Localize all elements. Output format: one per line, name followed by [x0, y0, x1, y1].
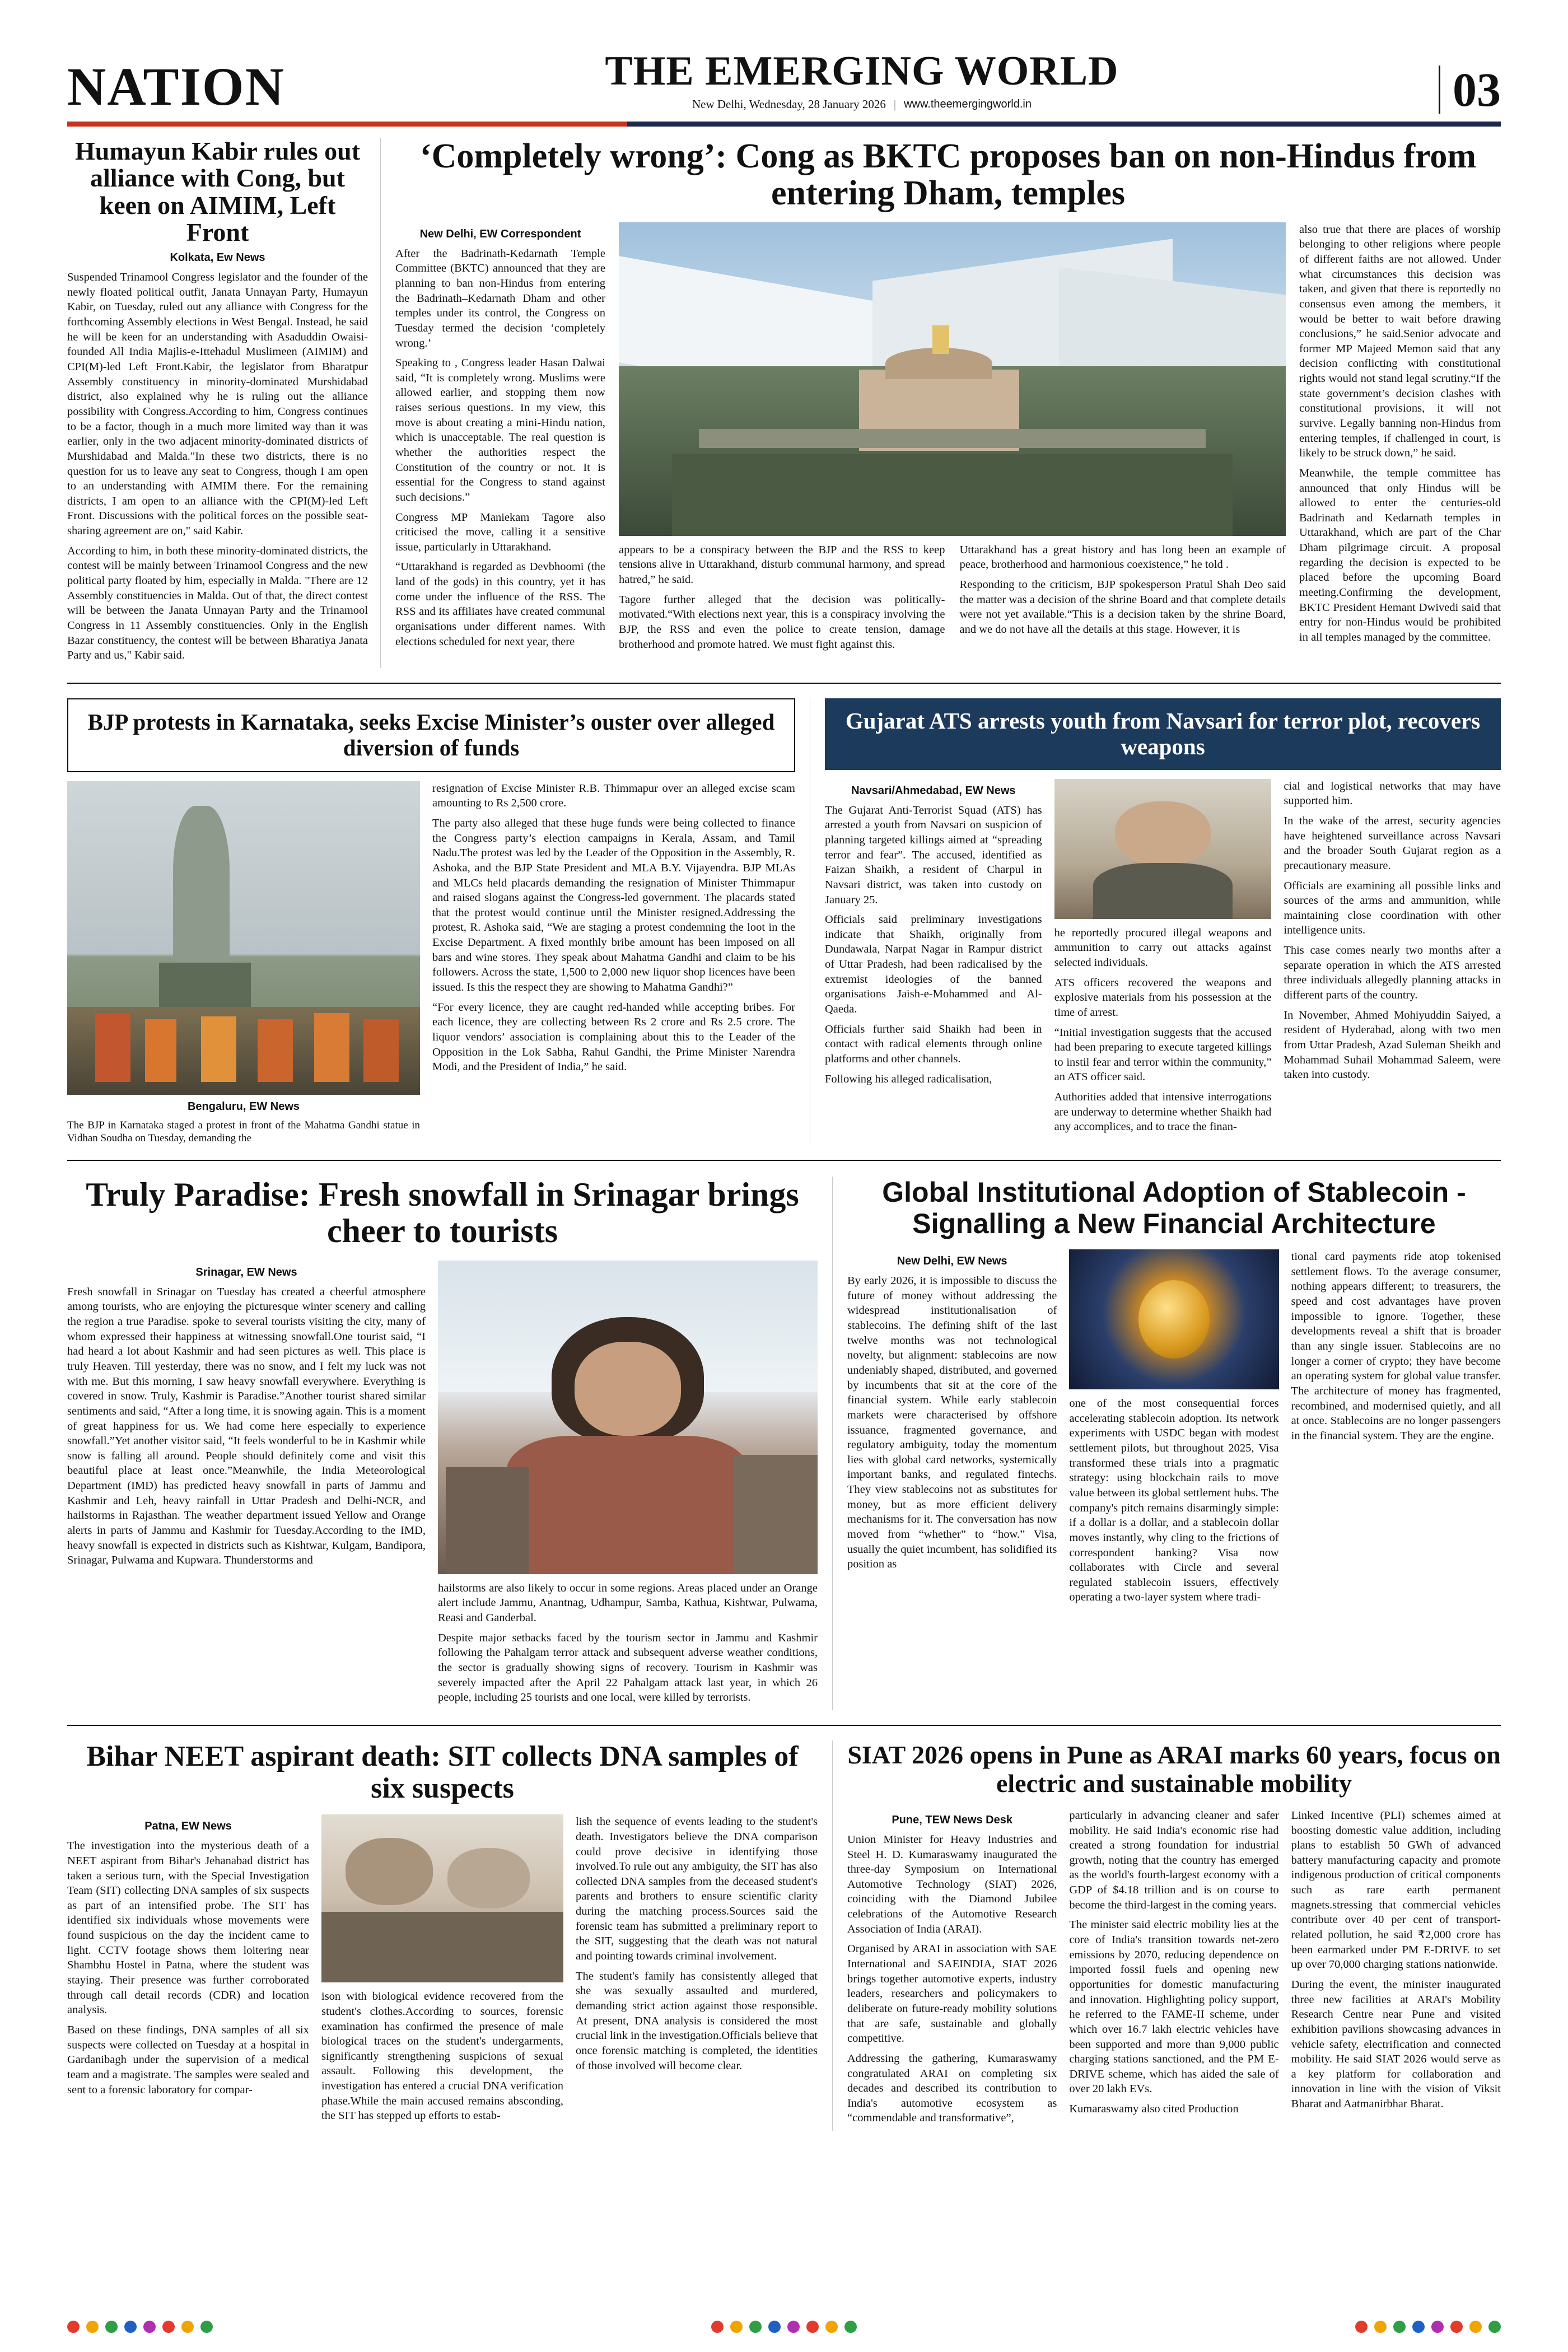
story-siat-headline: SIAT 2026 opens in Pune as ARAI marks 60 years, focus on electric and sustainable mobility: [847, 1740, 1501, 1798]
byline-location: Srinagar,: [195, 1266, 244, 1278]
color-dot: [787, 2321, 800, 2333]
byline-source: EW News: [246, 1266, 297, 1278]
color-dot: [806, 2321, 819, 2333]
paragraph: The minister said electric mobility lies at the core of India's transition towards net-zero emissions by 2070, reducing dependence on imported fossil fuels and opening new opportunities for domestic manufacturing and innovation. Highlighting policy support, he referred to the FAME-II scheme, under which over 16.7 lakh electric vehicles have been supported and more than 9,000 public charging stations sanctioned, and the PM E-DRIVE scheme, which has aided the sale of over 20 lakh EVs.: [1069, 1919, 1279, 2096]
story-bktc-col-3: [960, 543, 1286, 657]
paragraph: ison with biological evidence recovered from the student's clothes.According to sources, forensic examination has confirmed the presence of male biological traces on the student's undergarments, significantly strengthening suspicions of sexual assault. Following this development, the investigation has entered a crucial DNA verification phase.While the main accused remains absconding, the SIT has stepped up efforts to estab-: [321, 1990, 563, 2122]
paragraph: lish the sequence of events leading to the student's death. Investigators believe the DNA comparison could prove decisive in identifying those involved.To rule out any ambiguity, the SIT has also collected DNA samples from the deceased student's parents and brothers to ensure scientific clarity during the matching process.Sources said the forensic team has submitted a preliminary report to the SIT, suggesting that the death was not natural and pointing towards criminal involvement.: [576, 1816, 818, 1963]
section-divider: [67, 1160, 1501, 1161]
paragraph: In the wake of the arrest, security agencies have heightened surveillance across Navsari and the broader South Gujarat region as a precautionary measure.: [1284, 814, 1501, 872]
rule-dark: [627, 122, 1501, 127]
gandhi-statue-photo: [67, 781, 420, 1095]
color-dot: [1469, 2321, 1482, 2333]
paragraph: The investigation into the mysterious death of a NEET aspirant from Bihar's Jehanabad district has taken a serious turn, with the Special Investigation Team (SIT) collecting DNA samples of six suspects as part of an intensified probe. The SIT has identified six individuals whose movements were found suspicious on the day the incident came to light. CCTV footage shows them loitering near Shambhu Hostel in Patna, where the student was staying. Their presence was further corroborated through call detail records (CDR) and location analysis.: [67, 1840, 309, 2017]
paragraph: Linked Incentive (PLI) schemes aimed at boosting domestic value addition, including plans to establish 50 GWh of advanced battery manufacturing capacity and promote indigenous production of critical components such as rare earth permanent magnets.stressing that commercial vehicles contribute over 40 per cent of transport-related pollution, he said ₹2,000 crore has been earmarked under PM E-DRIVE to set up over 70,000 charging stations nationwide.: [1291, 1809, 1501, 1971]
color-dot: [200, 2321, 213, 2333]
story-kabir-byline: [67, 251, 368, 264]
paragraph: Fresh snowfall in Srinagar on Tuesday has created a cheerful atmosphere among tourists, who are enjoying the picturesque winter scenery and calling the region a true Paradise. spoke to several tourists visiting the city, many of whom expressed their happiness at witnessing snowfall.One tourist said, “I had heard a lot about Kashmir and had seen pictures as well. This place is truly Heaven. Till yesterday, there was no snow, and I felt my luck was not with me. But this morning, I saw heavy snowfall everywhere. Everything is covered in snow. Truly, Kashmir is Paradise.”Another tourist shared similar sentiments and said, “After a long time, it is snowing again. This is a moment of great happiness for us. We had come here especially to experience snowfall.”Yet another visitor said, “It feels wonderful to be in Kashmir while snow is falling all around. People should definitely come and visit this beautiful place at least once.”Meanwhile, the India Meteorological Department (IMD) has predicted heavy snowfall in parts of Jammu and Kashmir and Leh, heavy rainfall in Uttar Pradesh and Delhi-NCR, and hailstorms in Rajasthan. The weather department issued Yellow and Orange alerts in parts of Jammu and Kashmir for Tuesday.According to the IMD, heavy snowfall is expected in districts such as Kishtwar, Kulgam, Bandipora, Srinagar, Pulwama and Kupwara. Thunderstorms and: [67, 1285, 426, 1567]
paragraph: Addressing the gathering, Kumaraswamy congratulated ARAI on completing six decades and described its contribution to India's automotive ecosystem as “commendable and transformative”,: [847, 2052, 1057, 2125]
divider: |: [893, 97, 897, 111]
story-bjp-karnataka-headline-box: [67, 698, 795, 772]
paper-name: THE EMERGING WORLD: [605, 48, 1119, 94]
story-bjp-karnataka-byline: [67, 1100, 420, 1113]
story-srinagar-byline: [67, 1266, 426, 1279]
color-dot: [67, 2321, 80, 2333]
dot-group-center: [711, 2321, 857, 2333]
color-dot: [1488, 2321, 1501, 2333]
masthead-subline: [285, 97, 1439, 111]
story-neet: [67, 1740, 833, 2131]
color-dot: [844, 2321, 857, 2333]
paragraph: ATS officers recovered the weapons and explosive materials from his possession at the time of arrest.: [1054, 976, 1272, 1019]
story-kabir: [67, 138, 381, 668]
byline-location: Bengaluru,: [187, 1100, 246, 1113]
photo-caption: The BJP in Karnataka staged a protest in front of the Mahatma Gandhi statue in Vidhan Soudha on Tuesday, demanding the: [67, 1119, 420, 1145]
paragraph: Speaking to , Congress leader Hasan Dalwai said, “It is completely wrong. Muslims were allowed earlier, and stopping them now raises serious questions. In my view, this move is about creating a mini-Hindu nation, which is unacceptable. The real question is whether the authorities respect the Constitution of the country or not. It is essential for the Congress to stand against such decisions.”: [395, 357, 605, 503]
story-bktc: [381, 138, 1501, 668]
story-neet-col-1: [67, 1814, 309, 2129]
paragraph: Meanwhile, the temple committee has announced that only Hindus will be allowed to enter the centuries-old Badrinath and Kedarnath temples in Uttarakhand, which are part of the Char Dham pilgrimage circuit. A proposal regarding the decision is expected to be placed before the upcoming Board meeting.Confirming the development, BKTC President Hemant Dwivedi said that entry for non-Hindus would be prohibited in all temples managed by the committee.: [1299, 466, 1501, 643]
paragraph: Officials are examining all possible links and sources of the arms and ammunition, while maintaining close coordination with other intelligence units.: [1284, 879, 1501, 937]
story-bktc-center: [619, 222, 1286, 657]
byline-location: Navsari/Ahmedabad,: [851, 784, 962, 797]
story-stablecoin-col-3: [1291, 1249, 1501, 1610]
paragraph: The Gujarat Anti-Terrorist Squad (ATS) has arrested a youth from Navsari on suspicion of planning targeted killings aimed at “spreading terror and fear”. The accused, identified as Faizan Shaikh, a resident of Charpul in Navsari district, was taken into custody on January 25.: [825, 804, 1042, 906]
story-bktc-col-2: [619, 543, 945, 657]
color-dot: [162, 2321, 175, 2333]
paragraph: The party also alleged that these huge funds were being collected to finance the Congress party’s election campaigns in Kerala, Assam, and Tamil Nadu.The protest was led by the Leader of the Opposition in the Assembly, R. Ashoka, and the BJP State President and MLA B.Y. Vijayendra. BJP MLAs and MLCs held placards demanding the resignation of Minister Thimmapur and raised slogans against the Congress-led government. The placards stated that the protest would continue until the Minister resigned.Addressing the protest, R. Ashoka said, “We are staging a protest condemning the loot in the Excise Department. A fixed monthly bribe amount has been imposed on all bars and wine stores. They speak about Mahatma Gandhi and claim to be his followers. Across the state, 1,500 to 2,000 new liquor shop licences have been issued. Is this the respect they are showing to Mahatma Gandhi?”: [432, 816, 795, 993]
story-stablecoin-col-2: [1069, 1249, 1278, 1610]
color-dot: [143, 2321, 156, 2333]
byline-location: Patna,: [144, 1820, 179, 1833]
story-stablecoin-col-1: [847, 1249, 1057, 1610]
paragraph: Based on these findings, DNA samples of all six suspects were collected on Tuesday at a hospital in Gardanibagh under the supervision of a medical team and a magistrate. The samples were sealed and sent to a forensic laboratory for compar-: [67, 2023, 309, 2096]
story-gujarat-ats-col-2: [1054, 779, 1272, 1140]
story-siat-col-3: [1291, 1808, 1501, 2131]
paragraph: hailstorms are also likely to occur in some regions. Areas placed under an Orange alert include Jammu, Anantnag, Udhampur, Samba, Kathua, Kishtwar, Pulwama, Reasi and Ganderbal.: [438, 1581, 818, 1625]
story-siat-col-1: [847, 1808, 1057, 2131]
paragraph: Organised by ARAI in association with SAE International and SAEINDIA, SIAT 2026 brings together automotive experts, industry leaders, researchers and policymakers to deliberate on future-ready mobility solutions that are safe, sustainable and globally competitive.: [847, 1943, 1057, 2045]
byline-source: EW News: [965, 784, 1016, 797]
paragraph: In November, Ahmed Mohiyuddin Saiyed, a resident of Hyderabad, along with two men from Uttar Pradesh, Azad Suleman Sheikh and Mohammad Suhail Mohammad Saleem, were taken into custody.: [1284, 1009, 1501, 1081]
paragraph: The student's family has consistently alleged that she was sexually assaulted and murdered, demanding strict action against those responsible. At present, DNA analysis is considered the most crucial link in the investigation.Officials believe that once forensic matching is completed, the identities of those involved will become clear.: [576, 1970, 818, 2072]
story-srinagar: [67, 1177, 833, 1710]
paragraph: Officials said preliminary investigations indicate that Shaikh, originally from Dundawala, Narpat Nagar in Rampur district of Uttar Pradesh, had been radicalised by the extremist ideologies of the banned organisations Jaish-e-Mohammed and Al-Qaeda.: [825, 913, 1042, 1015]
masthead: [67, 50, 1501, 114]
story-bjp-karnataka-col-1: [67, 781, 420, 1146]
top-section: [67, 138, 1501, 668]
byline-source: EW News: [249, 1100, 300, 1113]
paragraph: Tagore further alleged that the decision was politically-motivated.“With elections next year, this is a conspiracy involving the BJP, the RSS and even the police to create tension, damage brotherhood and promote hatred. We must fight against this.: [619, 593, 945, 651]
color-dot: [1450, 2321, 1463, 2333]
color-dot: [1355, 2321, 1368, 2333]
story-srinagar-headline: Truly Paradise: Fresh snowfall in Srinagar brings cheer to tourists: [86, 1176, 799, 1249]
stablecoin-graphic: [1069, 1249, 1278, 1389]
investigation-photo: [321, 1814, 563, 1982]
story-gujarat-ats-col-1: [825, 779, 1042, 1140]
story-neet-byline: [67, 1820, 309, 1833]
paragraph: particularly in advancing cleaner and safer mobility. He said India's economic rise had created a strong foundation for industrial growth, noting that the country has emerged as the world's fourth-largest economy with a GDP of $4.18 trillion and is on course to become the third-largest in the coming years.: [1069, 1809, 1279, 1911]
story-bktc-headline: ‘Completely wrong’: Cong as BKTC proposes ban on non-Hindus from entering Dham, temples: [419, 137, 1477, 213]
story-bjp-karnataka-col-2: [432, 781, 795, 1146]
color-dot: [105, 2321, 118, 2333]
place-date: New Delhi, Wednesday, 28 January 2026: [692, 97, 886, 111]
color-dot: [1412, 2321, 1425, 2333]
paragraph: Union Minister for Heavy Industries and Steel H. D. Kumaraswamy inaugurated the three-day Symposium on International Automotive Technology (SIAT) 2026, coinciding with the Diamond Jubilee celebrations of the Automotive Research Association of India (ARAI).: [847, 1833, 1057, 1935]
paragraph: By early 2026, it is impossible to discuss the future of money without addressing the widespread institutionalisation of stablecoins. The defining shift of the last twelve months was not technological novelty, but alignment: stablecoins are now undeniably shaped, distributed, and governed by incumbents that sit at the core of the financial system. While early stablecoin markets were characterised by offshore issuance, fragmented governance, and regulatory ambiguity, today the momentum lies with global card networks, systemically important banks, and regulated fintechs. They view stablecoins not as substitutes for money, but as more efficient delivery mechanisms for it. The conversation has now moved from “whether” to “how.” Visa, usually the quiet incumbent, has solidified its position as: [847, 1275, 1057, 1571]
paragraph: Responding to the criticism, BJP spokesperson Pratul Shah Deo said the matter was a decision of the shrine Board and that complete details were not yet available.“This is a decision taken by the shrine Board, and we do not have all the details at this stage. However, it is: [959, 578, 1286, 636]
story-siat: [833, 1740, 1501, 2131]
byline-source: EW News: [956, 1255, 1007, 1268]
section-two: [67, 698, 1501, 1145]
paragraph: Following his alleged radicalisation,: [825, 1072, 992, 1085]
story-gujarat-ats-headline: Gujarat ATS arrests youth from Navsari for terror plot, recovers weapons: [845, 707, 1481, 759]
color-dot: [1431, 2321, 1444, 2333]
story-bjp-karnataka-headline: BJP protests in Karnataka, seeks Excise Minister’s ouster over alleged diversion of funds: [87, 708, 775, 760]
paragraph: cial and logistical networks that may have supported him.: [1284, 780, 1501, 808]
paragraph: one of the most consequential forces accelerating stablecoin adoption. Its network experiments with USDC began with modest settlement pilots, but throughout 2025, Visa transformed these trials into a pragmatic strategy: using blockchain rails to move value between its global settlement hubs. The company's pitch remains disarmingly simple: if a dollar is a dollar, and a stablecoin dollar moves instantly, why cling to the frictions of correspondent banking? Visa now collaborates with Circle and several regulated stablecoin issuers, effectively operating a two-layer system where tradi-: [1069, 1397, 1279, 1604]
paragraph: “For every licence, they are caught red-handed while accepting bribes. For each licence, they are collecting between Rs 2 crore and Rs 2.5 crore. The liquor vendors’ association is complaining about this to the Leader of the Opposition in the Lok Sabha, Rahul Gandhi, the Prime Minister Narendra Modi, and the President of India,” he said.: [432, 1001, 795, 1074]
story-stablecoin: [833, 1177, 1501, 1710]
masthead-center: [285, 50, 1439, 111]
byline-source: Ew News: [216, 251, 265, 264]
footer-registration-dots: [67, 2321, 1501, 2333]
paragraph: This case comes nearly two months after a separate operation in which the ATS arrested three individuals allegedly planning attacks in different parts of the country.: [1284, 944, 1501, 1001]
rule-red: [67, 122, 627, 127]
masthead-rule: [67, 122, 1501, 127]
story-srinagar-col-2: [438, 1261, 818, 1710]
story-bktc-byline: [395, 228, 605, 241]
section-divider: [67, 1725, 1501, 1726]
story-gujarat-ats-col-3: [1284, 779, 1501, 1140]
paragraph: Suspended Trinamool Congress legislator and the founder of the newly floated political outfit, Janata Unnayan Party, Humayun Kabir, on Tuesday, ruled out any alliance with Congress for the forthcoming Assembly elections in West Bengal. Instead, he said he will be keen for an understanding with Asaduddin Owaisi-founded All India Majlis-e-Ittehadul Muslimeen (AIMIM) and CPI(M)-led Left Front.Kabir, the legislator from Bharatpur Assembly constituency in minority-dominated Murshidabad district, also explained why he is ruling out the alliance possibility with Congress.According to him, Congress continues to be a factor, though in a much more limited way than it was earlier, only in the two adjacent minority-dominated districts of Murshidabad and Malda."In these two districts, there is no question for us to leave any seat to Congress, though I am open to an understanding with AIMIM there. For the remaining districts, I am open to an alliance with the CPI(M)-led Left Front. Discussions with the political forces on the possible seat-sharing agreement are on," said Kabir.: [67, 271, 368, 538]
color-dot: [825, 2321, 838, 2333]
section-title: NATION: [67, 57, 285, 116]
story-siat-col-2: [1069, 1808, 1278, 2131]
paragraph: also true that there are places of worship belonging to other religions where people of different faiths are not allowed. Under what circumstances this decision was taken, and given that there is reportedly no consensus even among the members, it would be better to wait before drawing conclusions,” he said.Senior advocate and former MP Majeed Memon said that any decision conflicting with constitutional rights would not stand legal scrutiny.“If the state government’s decision clashes with constitutional provisions, it will not survive. Legally banning non-Hindus from entering temples, if challenged in court, is likely to be struck down,” he said.: [1299, 223, 1501, 460]
story-neet-headline: Bihar NEET aspirant death: SIT collects DNA samples of six suspects: [86, 1740, 799, 1805]
website-url[interactable]: www.theemergingworld.in: [904, 98, 1032, 110]
story-gujarat-ats: [810, 698, 1501, 1145]
byline-location: New Delhi,: [419, 227, 477, 240]
color-dot: [768, 2321, 781, 2333]
paragraph: appears to be a conspiracy between the BJP and the RSS to keep tensions alive in Uttarakhand, disturb communal harmony, and spread hatred,” he said.: [619, 543, 945, 586]
paragraph: According to him, in both these minority-dominated districts, the contest will be mainly between Trinamool Congress and the new political party floated by him, especially in Malda. "There are 12 Assembly constituencies in Malda. Out of that, the direct contest will be between the Janata Unnayan Party and the Trinamool Congress in 11 Assembly constituencies. Only in the English Bazar constituency, the contest will be between Bharatiya Janata Party and us," Kabir said.: [67, 544, 368, 662]
story-kabir-headline: Humayun Kabir rules out alliance with Cong, but keen on AIMIM, Left Front: [74, 137, 361, 246]
byline-location: Pune,: [892, 1813, 922, 1826]
tourist-snow-photo: [438, 1261, 818, 1574]
paragraph: he reportedly procured illegal weapons and ammunition to carry out attacks against selected individuals.: [1054, 926, 1272, 969]
color-dot: [1374, 2321, 1387, 2333]
byline-location: Kolkata,: [170, 251, 214, 264]
paragraph: tional card payments ride atop tokenised settlement flows. To the average consumer, nothing appears different; to treasurers, the speed and cost advantages have proven impossible to ignore. Together, these developments reveal a shift that is broader than any single issuer. Stablecoins are no longer a corner of crypto; they have become an operating system for global value transfer. The architecture of money has fragmented, recombined, and modernised quietly, and all at once. Stablecoins are no longer passengers in the financial system. They are the engine.: [1291, 1250, 1501, 1442]
section-three: [67, 1177, 1501, 1710]
page-number: 03: [1439, 66, 1501, 114]
story-stablecoin-byline: [847, 1255, 1057, 1268]
story-neet-col-2: [321, 1814, 563, 2129]
story-bktc-col-4: [1299, 222, 1501, 657]
color-dot: [86, 2321, 99, 2333]
paragraph: Officials further said Shaikh had been in contact with radical elements through online platforms and other channels.: [825, 1023, 1042, 1065]
paragraph: Uttarakhand has a great history and has long been an example of peace, brotherhood and harmonious coexistence,” he told .: [959, 543, 1286, 571]
color-dot: [124, 2321, 137, 2333]
paragraph: During the event, the minister inaugurated three new facilities at ARAI's Mobility Research Centre near Pune and visited exhibition pavilions showcasing advances in vehicle safety, electrification and connected mobility. He said SIAT 2026 would serve as a key platform for collaboration and innovation in line with the vision of Viksit Bharat and Aatmanirbhar Bharat.: [1291, 1978, 1501, 2111]
accused-photo: [1054, 779, 1272, 919]
color-dot: [730, 2321, 743, 2333]
story-bjp-karnataka: [67, 698, 810, 1145]
byline-source: EW News: [181, 1820, 232, 1833]
paragraph: After the Badrinath-Kedarnath Temple Committee (BKTC) announced that they are planning to ban non-Hindus from entering the Badrinath–Kedarnath Dham and other temples under its control, the Congress on Tuesday termed the decision ‘completely wrong.’: [395, 247, 605, 349]
paragraph: Despite major setbacks faced by the tourism sector in Jammu and Kashmir following the Pahalgam terror attack and subsequent adverse weather conditions, the sector is gradually showing signs of recovery. Tourism in Kashmir was severely impacted after the April 22 Pahalgam attack last year, in which 26 people, including 25 tourists and one local, were killed by terrorists.: [438, 1631, 818, 1704]
story-gujarat-ats-headline-box: [825, 698, 1501, 770]
paragraph: Congress MP Maniekam Tagore also criticised the move, calling it a sensitive issue, particularly in Uttarakhand.: [395, 511, 605, 553]
color-dot: [749, 2321, 762, 2333]
paragraph: Authorities added that intensive interrogations are underway to determine whether Shaikh had any accomplices, and to trace the finan-: [1054, 1091, 1272, 1133]
color-dot: [1393, 2321, 1406, 2333]
dot-group-left: [67, 2321, 213, 2333]
paragraph: “Uttarakhand is regarded as Devbhoomi (the land of the gods) in this country, yet it has come under the influence of the RSS. The RSS and its affiliates have created communal organisations under different names. With elections scheduled for next year, there: [395, 561, 605, 648]
story-srinagar-col-1: [67, 1261, 426, 1710]
story-siat-byline: [847, 1814, 1057, 1827]
dot-group-right: [1355, 2321, 1501, 2333]
story-bktc-col-1: [395, 222, 605, 657]
byline-source: EW Correspondent: [479, 227, 581, 240]
color-dot: [181, 2321, 194, 2333]
story-stablecoin-headline: Global Institutional Adoption of Stablecoin - Signalling a New Financial Architecture: [882, 1177, 1466, 1240]
byline-location: New Delhi,: [897, 1255, 954, 1268]
story-gujarat-ats-byline: [825, 785, 1042, 797]
paragraph: “Initial investigation suggests that the accused had been preparing to execute targeted killings to instil fear and terror within the community,” an ATS officer said.: [1054, 1026, 1272, 1084]
color-dot: [711, 2321, 724, 2333]
section-divider: [67, 683, 1501, 684]
byline-source: TEW News Desk: [925, 1813, 1012, 1826]
paragraph: Kumaraswamy also cited Production: [1069, 2103, 1239, 2116]
story-neet-col-3: [576, 1814, 818, 2129]
paragraph: resignation of Excise Minister R.B. Thimmapur over an alleged excise scam amounting to Rs 2,500 crore.: [432, 782, 795, 810]
section-four: [67, 1740, 1501, 2131]
temple-photo: [619, 222, 1286, 536]
